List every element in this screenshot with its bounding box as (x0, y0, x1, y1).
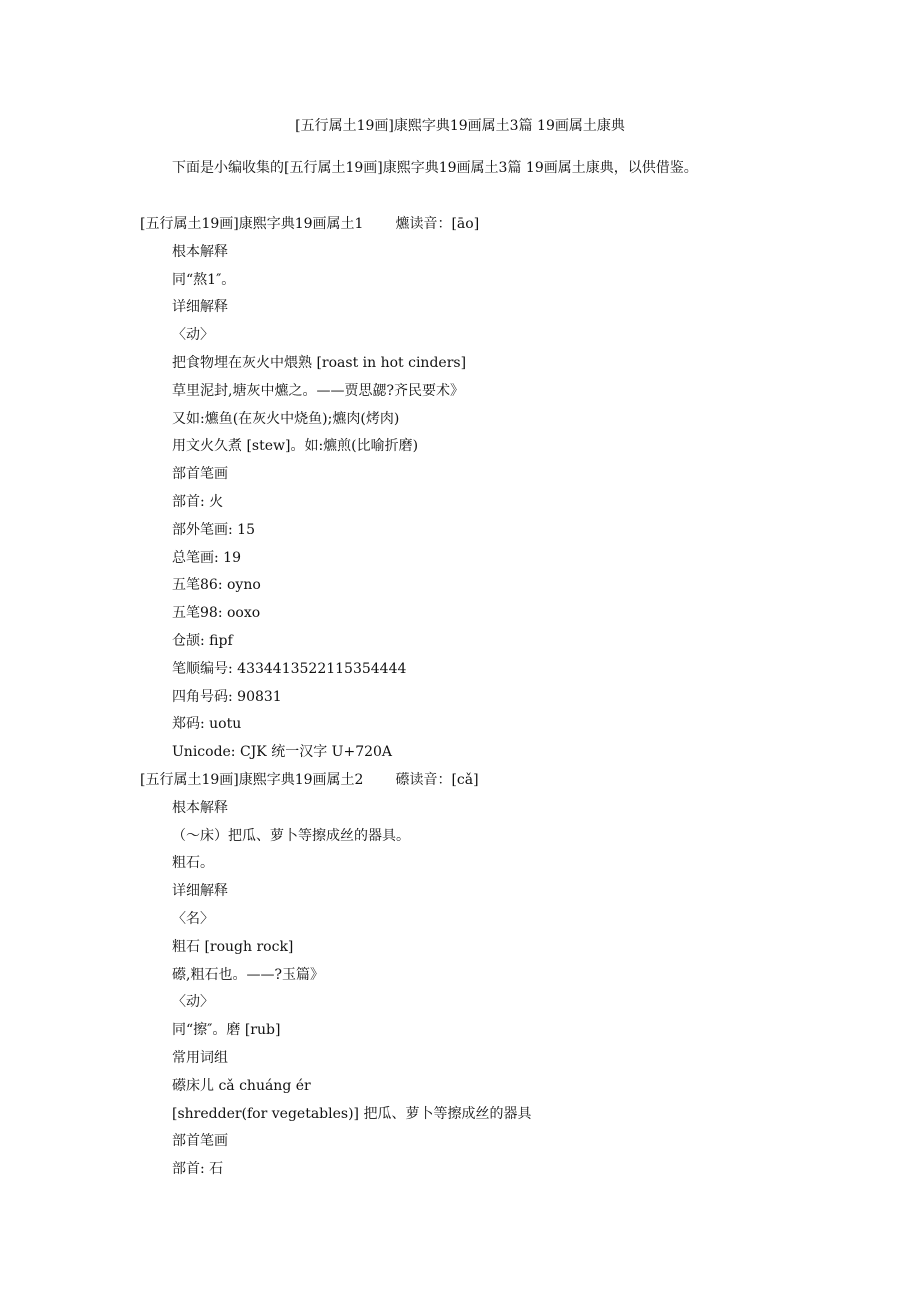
text-line (140, 687, 900, 715)
line-text: 礤床儿 cǎ chuáng ér (172, 1077, 311, 1094)
line-text: 郑码: uotu (172, 716, 242, 733)
text-line (140, 965, 900, 993)
line-text: 部首笔画 (172, 466, 228, 483)
line-text: [五行属土19画]康熙字典19画属土1 (140, 216, 364, 232)
line-text: 常用词组 (172, 1049, 228, 1066)
text-line (140, 1159, 900, 1187)
text-line (140, 881, 900, 909)
line-text: 同“熬1″。 (172, 271, 236, 288)
text-line (140, 297, 900, 325)
line-text: 总笔画: 19 (172, 549, 241, 566)
text-line (140, 659, 900, 687)
line-text: 详细解释 (172, 299, 228, 316)
document-body (140, 214, 900, 1187)
line-text: 详细解释 (172, 883, 228, 900)
section-heading (140, 770, 900, 798)
line-text: Unicode: CJK 统一汉字 U+720A (172, 744, 393, 761)
pronunciation-text: 爊读音：[āo] (395, 216, 480, 232)
text-line (140, 992, 900, 1020)
line-text: 礤,粗石也。——?玉篇》 (172, 966, 324, 983)
line-text: 部首: 石 (172, 1161, 224, 1178)
text-line (140, 520, 900, 548)
line-text: 又如:爊鱼(在灰火中烧鱼);爊肉(烤肉) (172, 410, 400, 427)
text-line (140, 409, 900, 437)
text-line (140, 575, 900, 603)
line-text: 笔顺编号: 4334413522115354444 (172, 660, 407, 677)
text-line (140, 1020, 900, 1048)
line-text: 〈动〉 (172, 327, 214, 344)
text-line (140, 909, 900, 937)
line-text: 〈名〉 (172, 910, 214, 927)
line-text: [shredder(for vegetables)] 把瓜、萝卜等擦成丝的器具 (172, 1105, 532, 1122)
line-text: 把食物埋在灰火中煨熟 [roast in hot cinders] (172, 354, 467, 371)
line-text: 草里泥封,塘灰中爊之。——贾思勰?齐民要术》 (172, 382, 464, 399)
line-text: 根本解释 (172, 799, 228, 816)
text-line (140, 325, 900, 353)
text-line (140, 742, 900, 770)
document-title: [五行属土19画]康熙字典19画属土3篇 19画属土康典 (295, 118, 625, 134)
line-text: 部外笔画: 15 (172, 521, 255, 538)
line-text: 仓颉: fipf (172, 632, 233, 649)
text-line (140, 1076, 900, 1104)
text-line (140, 1131, 900, 1159)
section-heading (140, 214, 900, 242)
intro-paragraph: 下面是小编收集的[五行属土19画]康熙字典19画属土3篇 19画属土康典，以供借鉴。 (172, 160, 698, 176)
text-line (140, 270, 900, 298)
text-line (140, 492, 900, 520)
text-line (140, 826, 900, 854)
text-line (140, 1048, 900, 1076)
line-text: 五笔86: oyno (172, 577, 261, 594)
text-line (140, 937, 900, 965)
text-line (140, 603, 900, 631)
line-text: 同“擦″。磨 [rub] (172, 1022, 281, 1039)
text-line (140, 798, 900, 826)
text-line (140, 631, 900, 659)
text-line (140, 242, 900, 270)
line-text: 四角号码: 90831 (172, 688, 282, 705)
line-text: 粗石 [rough rock] (172, 938, 294, 955)
text-line (140, 436, 900, 464)
line-text: 根本解释 (172, 243, 228, 260)
pronunciation-text: 礤读音：[cǎ] (395, 771, 479, 788)
text-line (140, 464, 900, 492)
text-line (140, 1104, 900, 1132)
line-text: 用文火久煮 [stew]。如:爊煎(比喻折磨) (172, 438, 419, 455)
line-text: 五笔98: ooxo (172, 605, 261, 622)
text-line (140, 714, 900, 742)
line-text: （～床）把瓜、萝卜等擦成丝的器具。 (172, 827, 410, 844)
text-line (140, 853, 900, 881)
line-text: [五行属土19画]康熙字典19画属土2 (140, 771, 364, 788)
line-text: 部首笔画 (172, 1133, 228, 1150)
line-text: 部首: 火 (172, 493, 224, 510)
text-line (140, 381, 900, 409)
line-text: 粗石。 (172, 855, 214, 872)
text-line (140, 353, 900, 381)
text-line (140, 548, 900, 576)
line-text: 〈动〉 (172, 994, 214, 1011)
